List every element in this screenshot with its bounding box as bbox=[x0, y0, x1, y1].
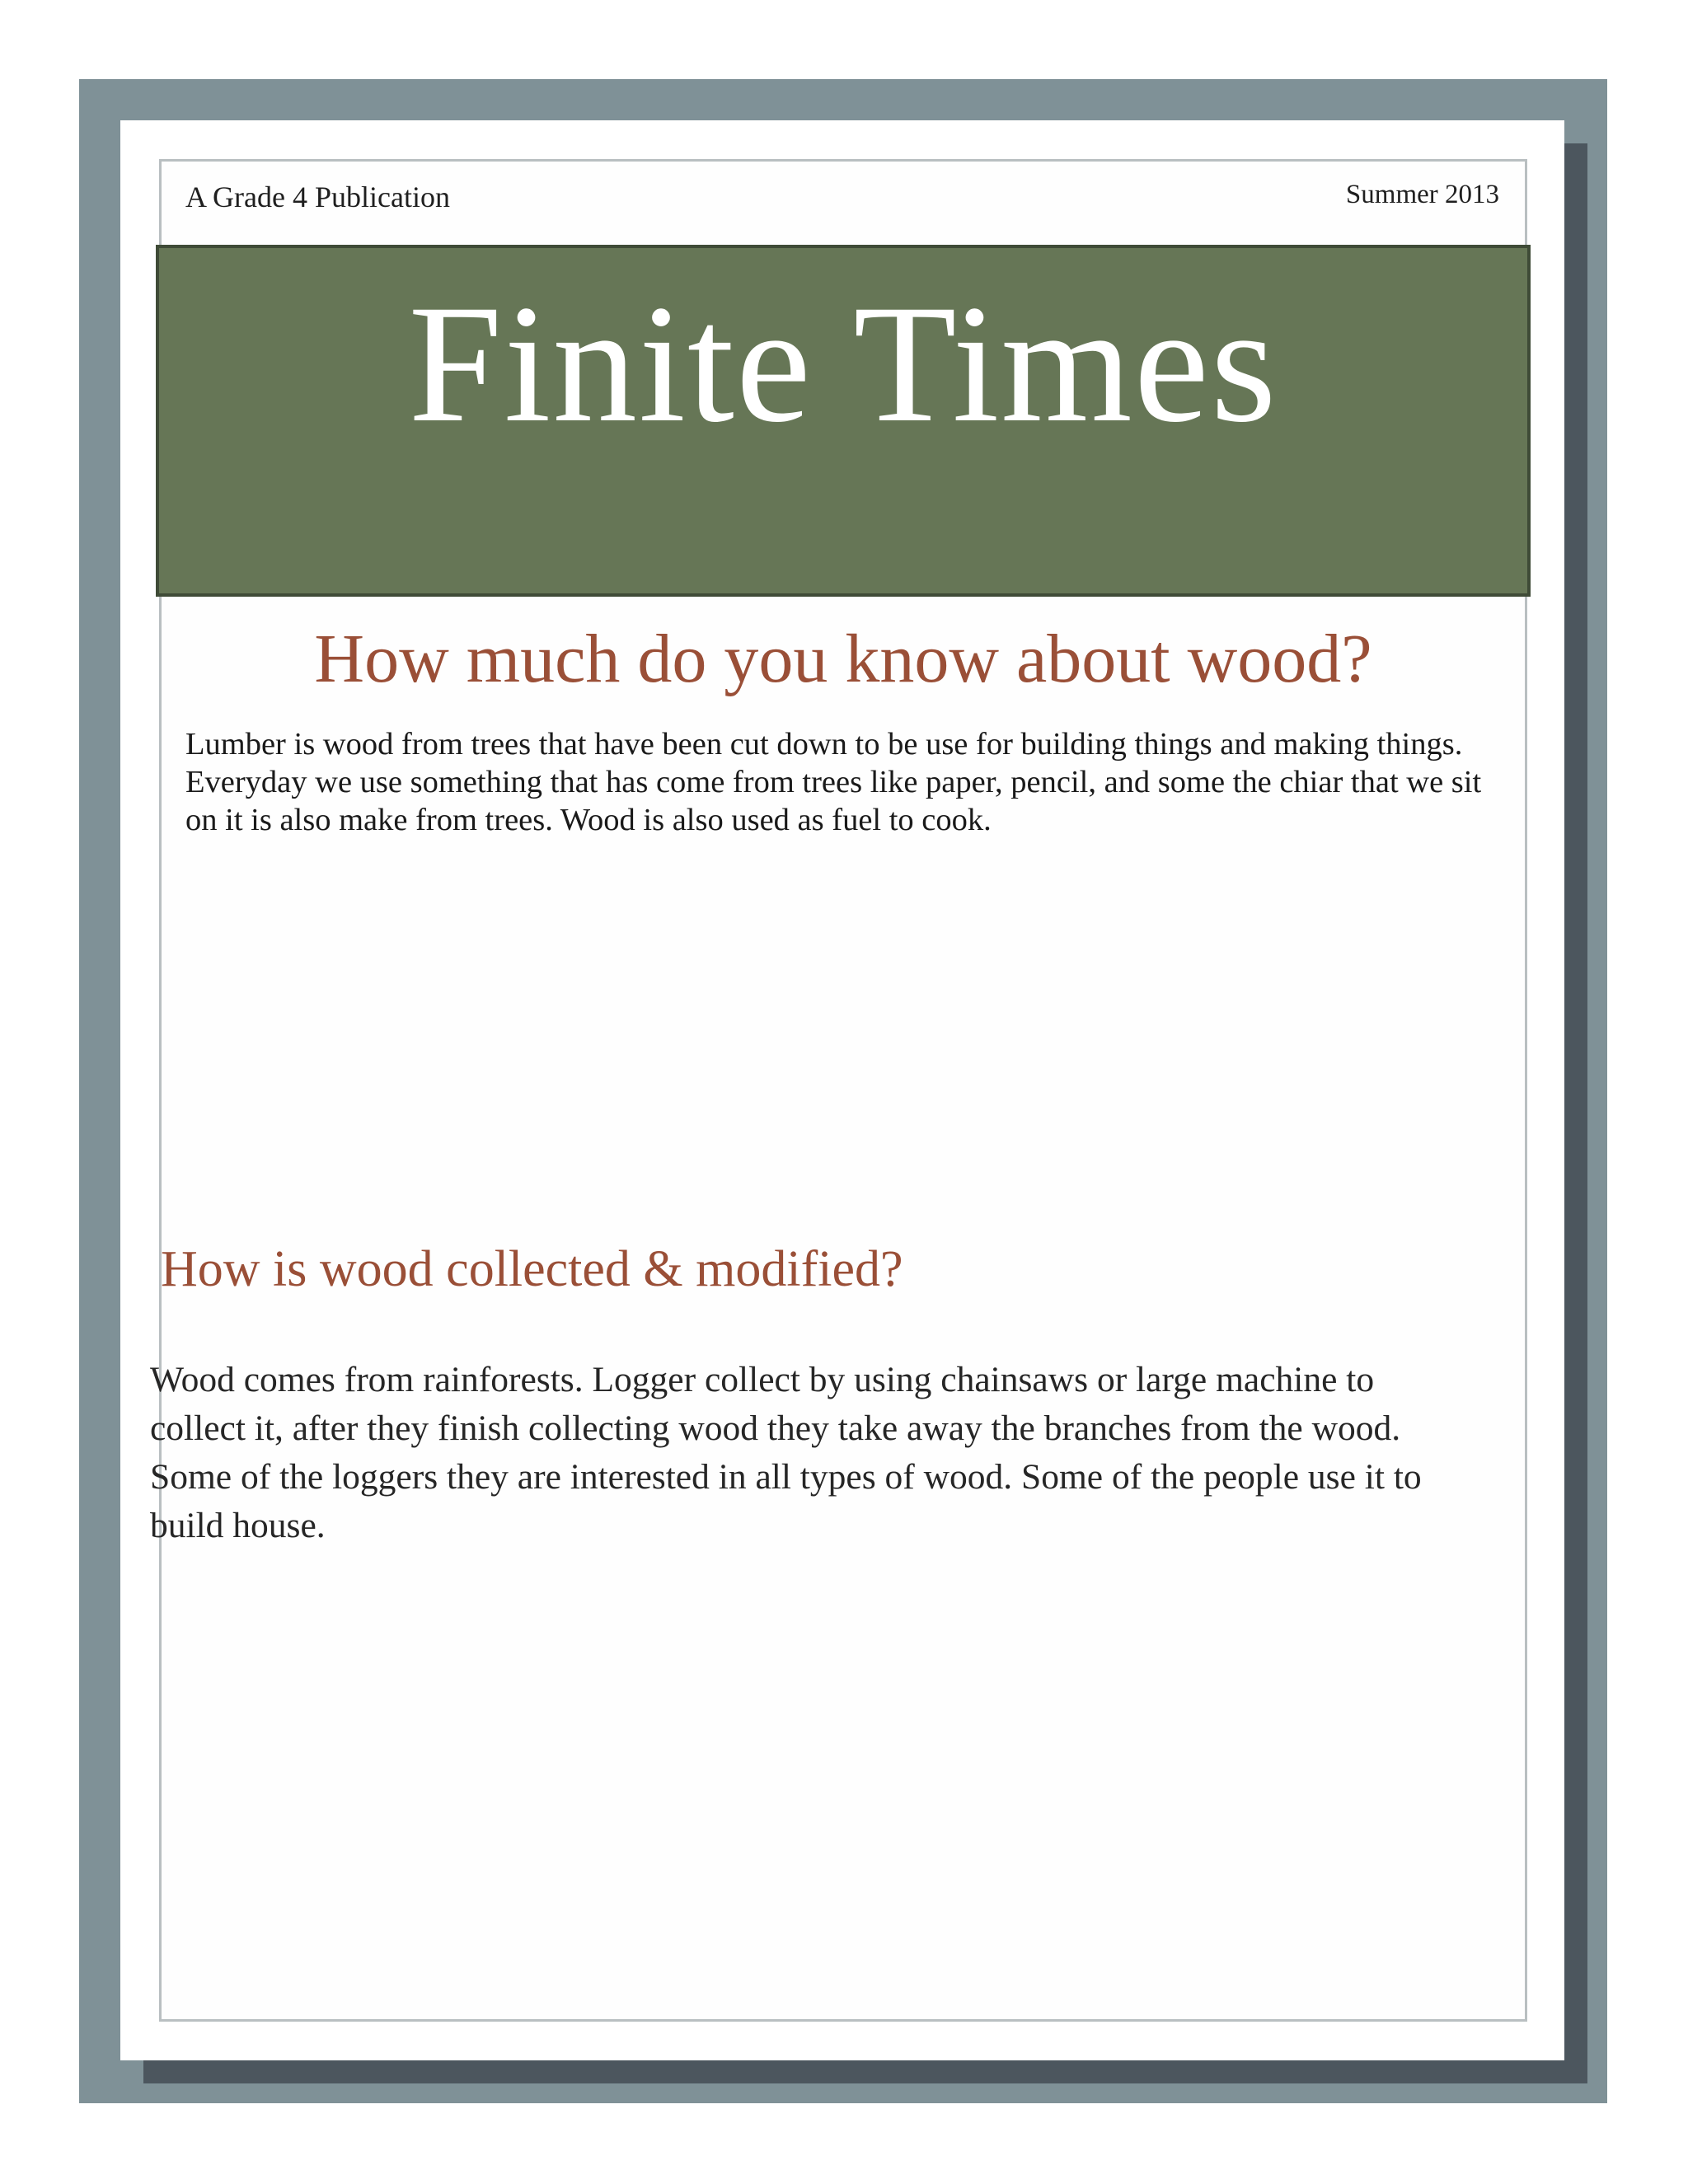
masthead-title: Finite Times bbox=[408, 270, 1278, 457]
publication-label: A Grade 4 Publication bbox=[185, 180, 450, 213]
section-1-heading: How much do you know about wood? bbox=[314, 621, 1372, 697]
section-2-body: Wood comes from rainforests. Logger collect by using chainsaws or large machine to collect it, after they finish collecting wood they take away the branches from the wood. Some of the loggers they are interested in all types of wood. Some of the people use it to build house. bbox=[150, 1360, 1422, 1545]
section-1-body: Lumber is wood from trees that have been cut down to be use for building things and making things. Everyday we use something that has come from trees like paper, pencil, and some the chiar that we sit on it is also make from trees. Wood is also used as fuel to cook. bbox=[185, 727, 1482, 837]
masthead-banner bbox=[156, 245, 1531, 597]
issue-label: Summer 2013 bbox=[1345, 180, 1499, 209]
section-2-heading: How is wood collected & modified? bbox=[161, 1241, 903, 1297]
